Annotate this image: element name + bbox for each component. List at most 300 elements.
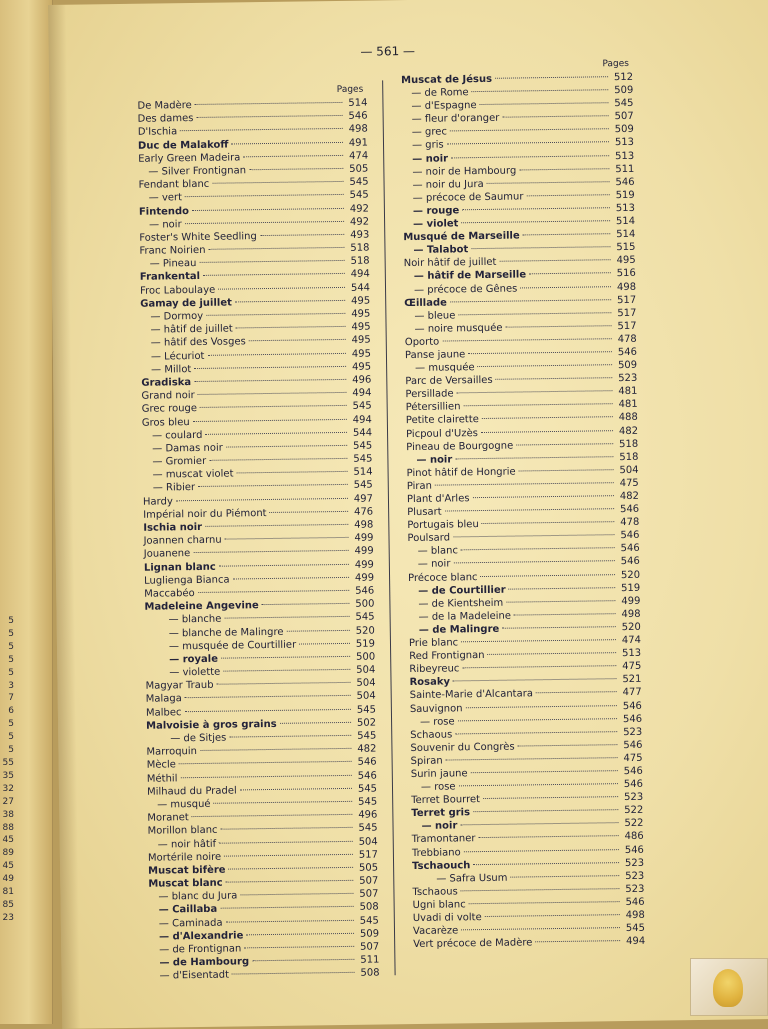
- entry-page: 499: [354, 545, 374, 558]
- dot-leader: [240, 788, 352, 791]
- entry-name: Souvenir du Congrès: [410, 741, 515, 754]
- dot-leader: [194, 366, 346, 369]
- entry-page: 495: [351, 308, 371, 320]
- entry-name: Oporto: [404, 336, 440, 348]
- left-page-edge: [0, 0, 53, 1024]
- dot-leader: [442, 338, 611, 341]
- dot-leader: [535, 940, 620, 942]
- entry-name: Persillade: [405, 388, 454, 401]
- entry-page: 496: [358, 809, 378, 821]
- edge-number: 6: [8, 706, 14, 717]
- entry-page: 482: [357, 743, 377, 755]
- entry-name: — hâtif des Vosges: [150, 336, 246, 349]
- entry-name: Rosaky: [409, 676, 451, 689]
- entry-page: 507: [359, 888, 379, 901]
- dot-leader: [461, 639, 616, 642]
- entry-page: 523: [623, 726, 643, 738]
- entry-page: 514: [615, 215, 636, 228]
- corner-thumbnail[interactable]: [690, 958, 768, 1016]
- entry-name: Early Green Madeira: [138, 152, 241, 165]
- dot-leader: [458, 718, 617, 721]
- entry-name: Tschaouch: [412, 859, 471, 872]
- entry-page: 474: [349, 150, 369, 162]
- entry-page: 495: [351, 321, 371, 334]
- pages-heading-left: Pages: [336, 84, 364, 96]
- entry-name: — bleue: [414, 310, 456, 322]
- dot-leader: [478, 364, 613, 367]
- edge-number: 7: [8, 693, 14, 704]
- entry-page: 511: [360, 954, 380, 966]
- entry-name: Piran: [406, 480, 433, 492]
- entry-page: 518: [619, 438, 639, 450]
- entry-page: 514: [353, 466, 373, 479]
- entry-name: — d'Eisentadt: [159, 969, 230, 982]
- dot-leader: [260, 234, 344, 236]
- index-entry: [150, 967, 380, 983]
- entry-name: — gris: [411, 139, 444, 152]
- dot-leader: [220, 906, 353, 909]
- dot-leader: [505, 325, 611, 327]
- edge-number: 23: [2, 912, 14, 923]
- entry-name: Parc de Versailles: [405, 375, 493, 388]
- entry-name: Grec rouge: [141, 403, 198, 416]
- entry-page: 509: [359, 928, 380, 940]
- entry-list-left: [137, 97, 379, 984]
- entry-name: — violette: [169, 666, 221, 679]
- index-entry: [413, 935, 645, 951]
- dot-leader: [205, 524, 348, 527]
- entry-name: — Caminada: [158, 917, 223, 930]
- dot-leader: [453, 678, 617, 681]
- dot-leader: [212, 181, 343, 184]
- entry-name: — musquée de Courtillier: [168, 639, 297, 653]
- dot-leader: [262, 603, 350, 605]
- edge-page-numbers: [0, 615, 14, 925]
- dot-leader: [224, 616, 349, 619]
- entry-page: 499: [354, 532, 374, 544]
- dot-leader: [185, 221, 344, 224]
- entry-name: Magyar Traub: [145, 680, 214, 692]
- entry-page: 513: [615, 150, 635, 162]
- entry-name: — musquée: [415, 362, 475, 374]
- entry-name: D'Ischia: [137, 126, 178, 139]
- edge-number: 81: [2, 887, 14, 898]
- entry-name: Gros bleu: [141, 416, 190, 429]
- entry-page: 477: [622, 687, 642, 699]
- dot-leader: [205, 432, 347, 435]
- entry-page: 546: [624, 844, 644, 856]
- entry-page: 523: [624, 857, 645, 869]
- entry-name: Picpoul d'Uzès: [405, 427, 479, 440]
- edge-number: 5: [8, 719, 14, 730]
- dot-leader: [286, 629, 349, 631]
- entry-page: 546: [348, 110, 368, 123]
- entry-name: Moranet: [147, 812, 189, 824]
- entry-name: — noir: [421, 820, 458, 833]
- entry-page: 545: [352, 400, 372, 413]
- dot-leader: [185, 695, 351, 698]
- index-page: [48, 0, 768, 1029]
- entry-name: — muscat violet: [152, 468, 234, 481]
- dot-leader: [468, 351, 612, 354]
- edge-number: 35: [2, 770, 14, 781]
- entry-name: Maccabéo: [144, 587, 195, 600]
- dot-leader: [226, 919, 354, 922]
- entry-name: Ugni blanc: [412, 899, 466, 911]
- entry-name: Des dames: [137, 113, 194, 125]
- entry-name: — de Kientsheim: [418, 597, 504, 610]
- entry-name: — noir: [149, 218, 182, 231]
- dot-leader: [458, 312, 611, 315]
- dot-leader: [198, 590, 349, 593]
- dot-leader: [233, 577, 349, 580]
- dot-leader: [240, 893, 353, 896]
- dot-leader: [236, 326, 346, 329]
- dot-leader: [184, 708, 350, 711]
- dot-leader: [536, 692, 617, 694]
- entry-page: 491: [348, 137, 369, 149]
- entry-page: 504: [356, 690, 376, 703]
- dot-leader: [209, 458, 347, 461]
- dot-leader: [455, 456, 613, 459]
- dot-leader: [226, 445, 347, 448]
- entry-page: 513: [614, 137, 635, 149]
- entry-name: Œillade: [404, 297, 447, 309]
- dot-leader: [481, 430, 613, 433]
- entry-name: Morillon blanc: [147, 825, 218, 838]
- entry-name: — noir hâtif: [157, 838, 217, 851]
- entry-page: 500: [355, 598, 375, 610]
- entry-page: 499: [354, 572, 375, 584]
- entry-page: 521: [622, 674, 642, 686]
- entry-page: 546: [357, 756, 377, 769]
- dot-leader: [471, 246, 610, 249]
- entry-page: 545: [349, 189, 369, 202]
- dot-leader: [199, 260, 344, 263]
- entry-page: 495: [351, 361, 372, 373]
- entry-name: — Pineau: [149, 258, 197, 270]
- entry-name: — blanc: [417, 545, 459, 558]
- dot-leader: [179, 761, 352, 764]
- entry-page: 546: [355, 585, 375, 597]
- dot-leader: [451, 155, 609, 158]
- dot-leader: [519, 168, 609, 170]
- entry-name: — Ribier: [152, 482, 196, 495]
- dot-leader: [200, 405, 347, 408]
- entry-page: 546: [622, 700, 642, 712]
- dot-leader: [480, 102, 609, 105]
- dot-leader: [219, 840, 353, 843]
- entry-page: 513: [621, 647, 642, 660]
- dot-leader: [450, 299, 611, 302]
- entry-name: — Caillaba: [158, 904, 218, 917]
- entry-page: 522: [624, 805, 644, 817]
- entry-page: 495: [351, 348, 372, 360]
- edge-number: 5: [8, 732, 14, 743]
- dot-leader: [526, 194, 609, 196]
- dot-leader: [180, 774, 351, 777]
- entry-name: Plant d'Arles: [406, 493, 470, 506]
- dot-leader: [461, 220, 610, 223]
- entry-page: 482: [618, 425, 639, 437]
- entry-page: 546: [623, 778, 644, 791]
- entry-page: 546: [620, 543, 640, 555]
- entry-name: — de Hambourg: [159, 956, 250, 969]
- entry-name: — blanc du Jura: [158, 890, 238, 903]
- entry-page: 544: [350, 282, 371, 294]
- entry-page: 499: [621, 595, 641, 607]
- entry-page: 509: [614, 84, 634, 97]
- edge-number: 85: [2, 899, 14, 910]
- entry-name: Pinot hâtif de Hongrie: [406, 466, 516, 479]
- dot-leader: [270, 511, 349, 513]
- entry-name: Foster's White Seedling: [139, 231, 257, 244]
- dot-leader: [496, 377, 613, 380]
- dot-leader: [226, 880, 354, 883]
- edge-number: 32: [2, 783, 14, 794]
- dot-leader: [194, 379, 346, 382]
- entry-name: Hardy: [142, 495, 173, 508]
- entry-name: Plusart: [407, 506, 442, 519]
- entry-name: — hâtif de Marseille: [413, 269, 527, 283]
- edge-number: 38: [2, 809, 14, 820]
- entry-page: 523: [618, 372, 638, 385]
- entry-page: 545: [359, 915, 379, 927]
- entry-name: Malbec: [145, 706, 182, 719]
- dot-leader: [249, 339, 346, 341]
- entry-page: 545: [356, 704, 376, 716]
- entry-name: Schaous: [410, 729, 453, 741]
- dot-leader: [198, 484, 348, 487]
- dot-leader: [244, 946, 354, 949]
- dot-leader: [219, 563, 349, 566]
- dot-leader: [299, 643, 350, 645]
- dot-leader: [518, 744, 618, 746]
- entry-name: Lignan blanc: [143, 561, 216, 574]
- dot-leader: [229, 867, 354, 870]
- entry-page: 545: [349, 176, 369, 188]
- entry-name: Uvadi di volte: [412, 912, 482, 925]
- entry-name: Gamay de juillet: [140, 297, 232, 310]
- entry-name: — précoce de Saumur: [412, 191, 524, 204]
- dot-leader: [225, 537, 349, 540]
- entry-page: 545: [625, 922, 646, 935]
- entry-page: 494: [352, 387, 372, 399]
- entry-name: Fendant blanc: [138, 178, 210, 191]
- dot-leader: [529, 273, 611, 275]
- entry-name: Madeleine Angevine: [144, 600, 259, 613]
- entry-name: — violet: [413, 218, 459, 230]
- entry-page: 545: [357, 783, 378, 795]
- entry-name: — de Sitjes: [170, 732, 227, 745]
- edge-number: 49: [2, 874, 14, 885]
- dot-leader: [176, 498, 348, 501]
- entry-name: Muscat bifère: [148, 864, 226, 877]
- dot-leader: [447, 142, 609, 145]
- entry-page: 494: [625, 935, 646, 948]
- page-number: — 561 —: [360, 43, 416, 59]
- edge-number: 45: [2, 835, 14, 846]
- entry-name: — Talabot: [413, 244, 469, 257]
- dot-leader: [249, 168, 343, 170]
- dot-leader: [460, 822, 618, 825]
- entry-name: — de Rome: [411, 87, 469, 100]
- edge-number: 55: [2, 757, 14, 768]
- dot-leader: [214, 801, 353, 804]
- entry-name: — Lécuriot: [150, 350, 205, 363]
- dot-leader: [252, 959, 354, 961]
- entry-name: Milhaud du Pradel: [146, 785, 237, 798]
- dot-leader: [459, 783, 618, 786]
- entry-page: 546: [357, 770, 377, 782]
- entry-page: 498: [354, 519, 374, 531]
- dot-leader: [200, 748, 351, 751]
- entry-page: 545: [357, 730, 377, 742]
- entry-name: — Dormoy: [150, 310, 204, 323]
- entry-name: Panse jaune: [404, 349, 466, 362]
- entry-page: 498: [616, 281, 637, 293]
- dot-leader: [232, 972, 355, 975]
- entry-page: 481: [618, 399, 638, 411]
- entry-page: 504: [356, 677, 376, 690]
- entry-page: 502: [356, 717, 377, 729]
- entry-page: 478: [620, 517, 640, 529]
- entry-name: Prie blanc: [408, 637, 459, 650]
- entry-name: Méthil: [146, 772, 178, 785]
- entry-name: — coulard: [151, 429, 203, 442]
- dot-leader: [229, 735, 351, 738]
- entry-name: Portugais bleu: [407, 519, 479, 532]
- entry-page: 516: [616, 268, 636, 280]
- dot-leader: [502, 626, 616, 629]
- edge-number: 5: [8, 616, 14, 626]
- dot-leader: [480, 574, 615, 577]
- index-column-right: [401, 57, 645, 951]
- dot-leader: [185, 194, 344, 197]
- entry-page: 523: [623, 791, 644, 804]
- entry-name: — noir: [417, 558, 451, 571]
- entry-page: 494: [352, 414, 372, 426]
- entry-page: 475: [622, 661, 642, 673]
- entry-name: Noir hâtif de juillet: [403, 257, 497, 270]
- entry-name: — de Malingre: [418, 623, 500, 636]
- entry-name: Sauvignon: [409, 702, 463, 715]
- entry-page: 495: [351, 334, 371, 347]
- entry-name: Jouanene: [143, 548, 191, 561]
- dot-leader: [457, 390, 613, 393]
- entry-page: 545: [358, 822, 378, 835]
- entry-name: Red Frontignan: [409, 650, 485, 663]
- entry-name: — noir du Jura: [412, 178, 484, 191]
- dot-leader: [223, 669, 350, 672]
- dot-leader: [246, 933, 354, 936]
- entry-page: 482: [619, 490, 640, 503]
- entry-page: 514: [616, 228, 636, 241]
- dot-leader: [461, 927, 620, 930]
- edge-number: 5: [8, 745, 14, 756]
- entry-page: 508: [360, 967, 380, 980]
- entry-name: Petite clairette: [405, 414, 479, 427]
- dot-leader: [502, 115, 608, 117]
- entry-page: 519: [355, 638, 376, 650]
- dot-leader: [482, 521, 615, 524]
- entry-page: 478: [617, 333, 637, 345]
- edge-number: 88: [2, 822, 14, 833]
- entry-name: — blanche de Malingre: [168, 626, 284, 639]
- entry-page: 546: [622, 713, 643, 725]
- dot-leader: [466, 705, 617, 708]
- dot-leader: [523, 233, 611, 235]
- edge-number: 3: [8, 680, 14, 691]
- entry-name: — noir de Hambourg: [412, 165, 517, 178]
- dot-leader: [209, 247, 345, 250]
- dot-leader: [499, 260, 610, 263]
- entry-name: — de Courtillier: [418, 584, 506, 597]
- entry-name: — Damas noir: [152, 442, 223, 455]
- entry-page: 509: [614, 124, 634, 136]
- entry-page: 518: [619, 451, 639, 463]
- entry-page: 546: [619, 503, 640, 516]
- entry-page: 545: [353, 440, 373, 452]
- entry-page: 498: [621, 608, 641, 620]
- entry-name: Spiran: [410, 755, 443, 767]
- entry-name: — grec: [411, 126, 448, 139]
- entry-name: — Silver Frontignan: [148, 165, 247, 178]
- entry-page: 545: [353, 453, 373, 465]
- entry-page: 520: [620, 569, 641, 581]
- entry-name: Ribeyreuc: [409, 663, 460, 676]
- dot-leader: [482, 417, 613, 420]
- entry-page: 546: [620, 530, 640, 542]
- dot-leader: [224, 854, 353, 857]
- entry-page: 507: [614, 111, 634, 123]
- entry-name: Luglienga Bianca: [144, 574, 230, 587]
- dot-leader: [445, 508, 614, 511]
- entry-page: 546: [623, 739, 643, 751]
- entry-page: 505: [349, 163, 369, 175]
- entry-name: — d'Alexandrie: [158, 930, 244, 943]
- entry-page: 493: [350, 229, 370, 241]
- figure-icon: [713, 969, 743, 1007]
- dot-leader: [217, 682, 351, 685]
- entry-name: Poulsard: [407, 532, 451, 545]
- entry-name: De Madère: [137, 100, 192, 112]
- edge-number: 5: [8, 641, 14, 652]
- entry-page: 481: [618, 386, 638, 398]
- column-divider: [382, 80, 395, 975]
- index-column-left: [137, 83, 380, 984]
- dot-leader: [220, 827, 352, 830]
- entry-name: Froc Laboulaye: [139, 284, 216, 297]
- entry-name: Vacarèze: [412, 925, 459, 938]
- entry-name: Pineau de Bourgogne: [406, 440, 514, 453]
- entry-page: 523: [625, 870, 645, 882]
- edge-number: 89: [2, 848, 14, 859]
- dot-leader: [196, 115, 342, 118]
- entry-page: 545: [355, 611, 375, 624]
- entry-page: 512: [613, 71, 634, 84]
- entry-page: 496: [352, 374, 372, 386]
- entry-page: 504: [356, 664, 376, 676]
- entry-name: Frankental: [139, 271, 201, 284]
- dot-leader: [192, 814, 353, 817]
- entry-page: 515: [616, 242, 636, 254]
- entry-name: — fleur d'oranger: [411, 113, 500, 126]
- entry-page: 519: [615, 189, 635, 201]
- entry-page: 509: [617, 359, 638, 372]
- entry-page: 513: [615, 202, 636, 215]
- edge-number: 5: [8, 654, 14, 665]
